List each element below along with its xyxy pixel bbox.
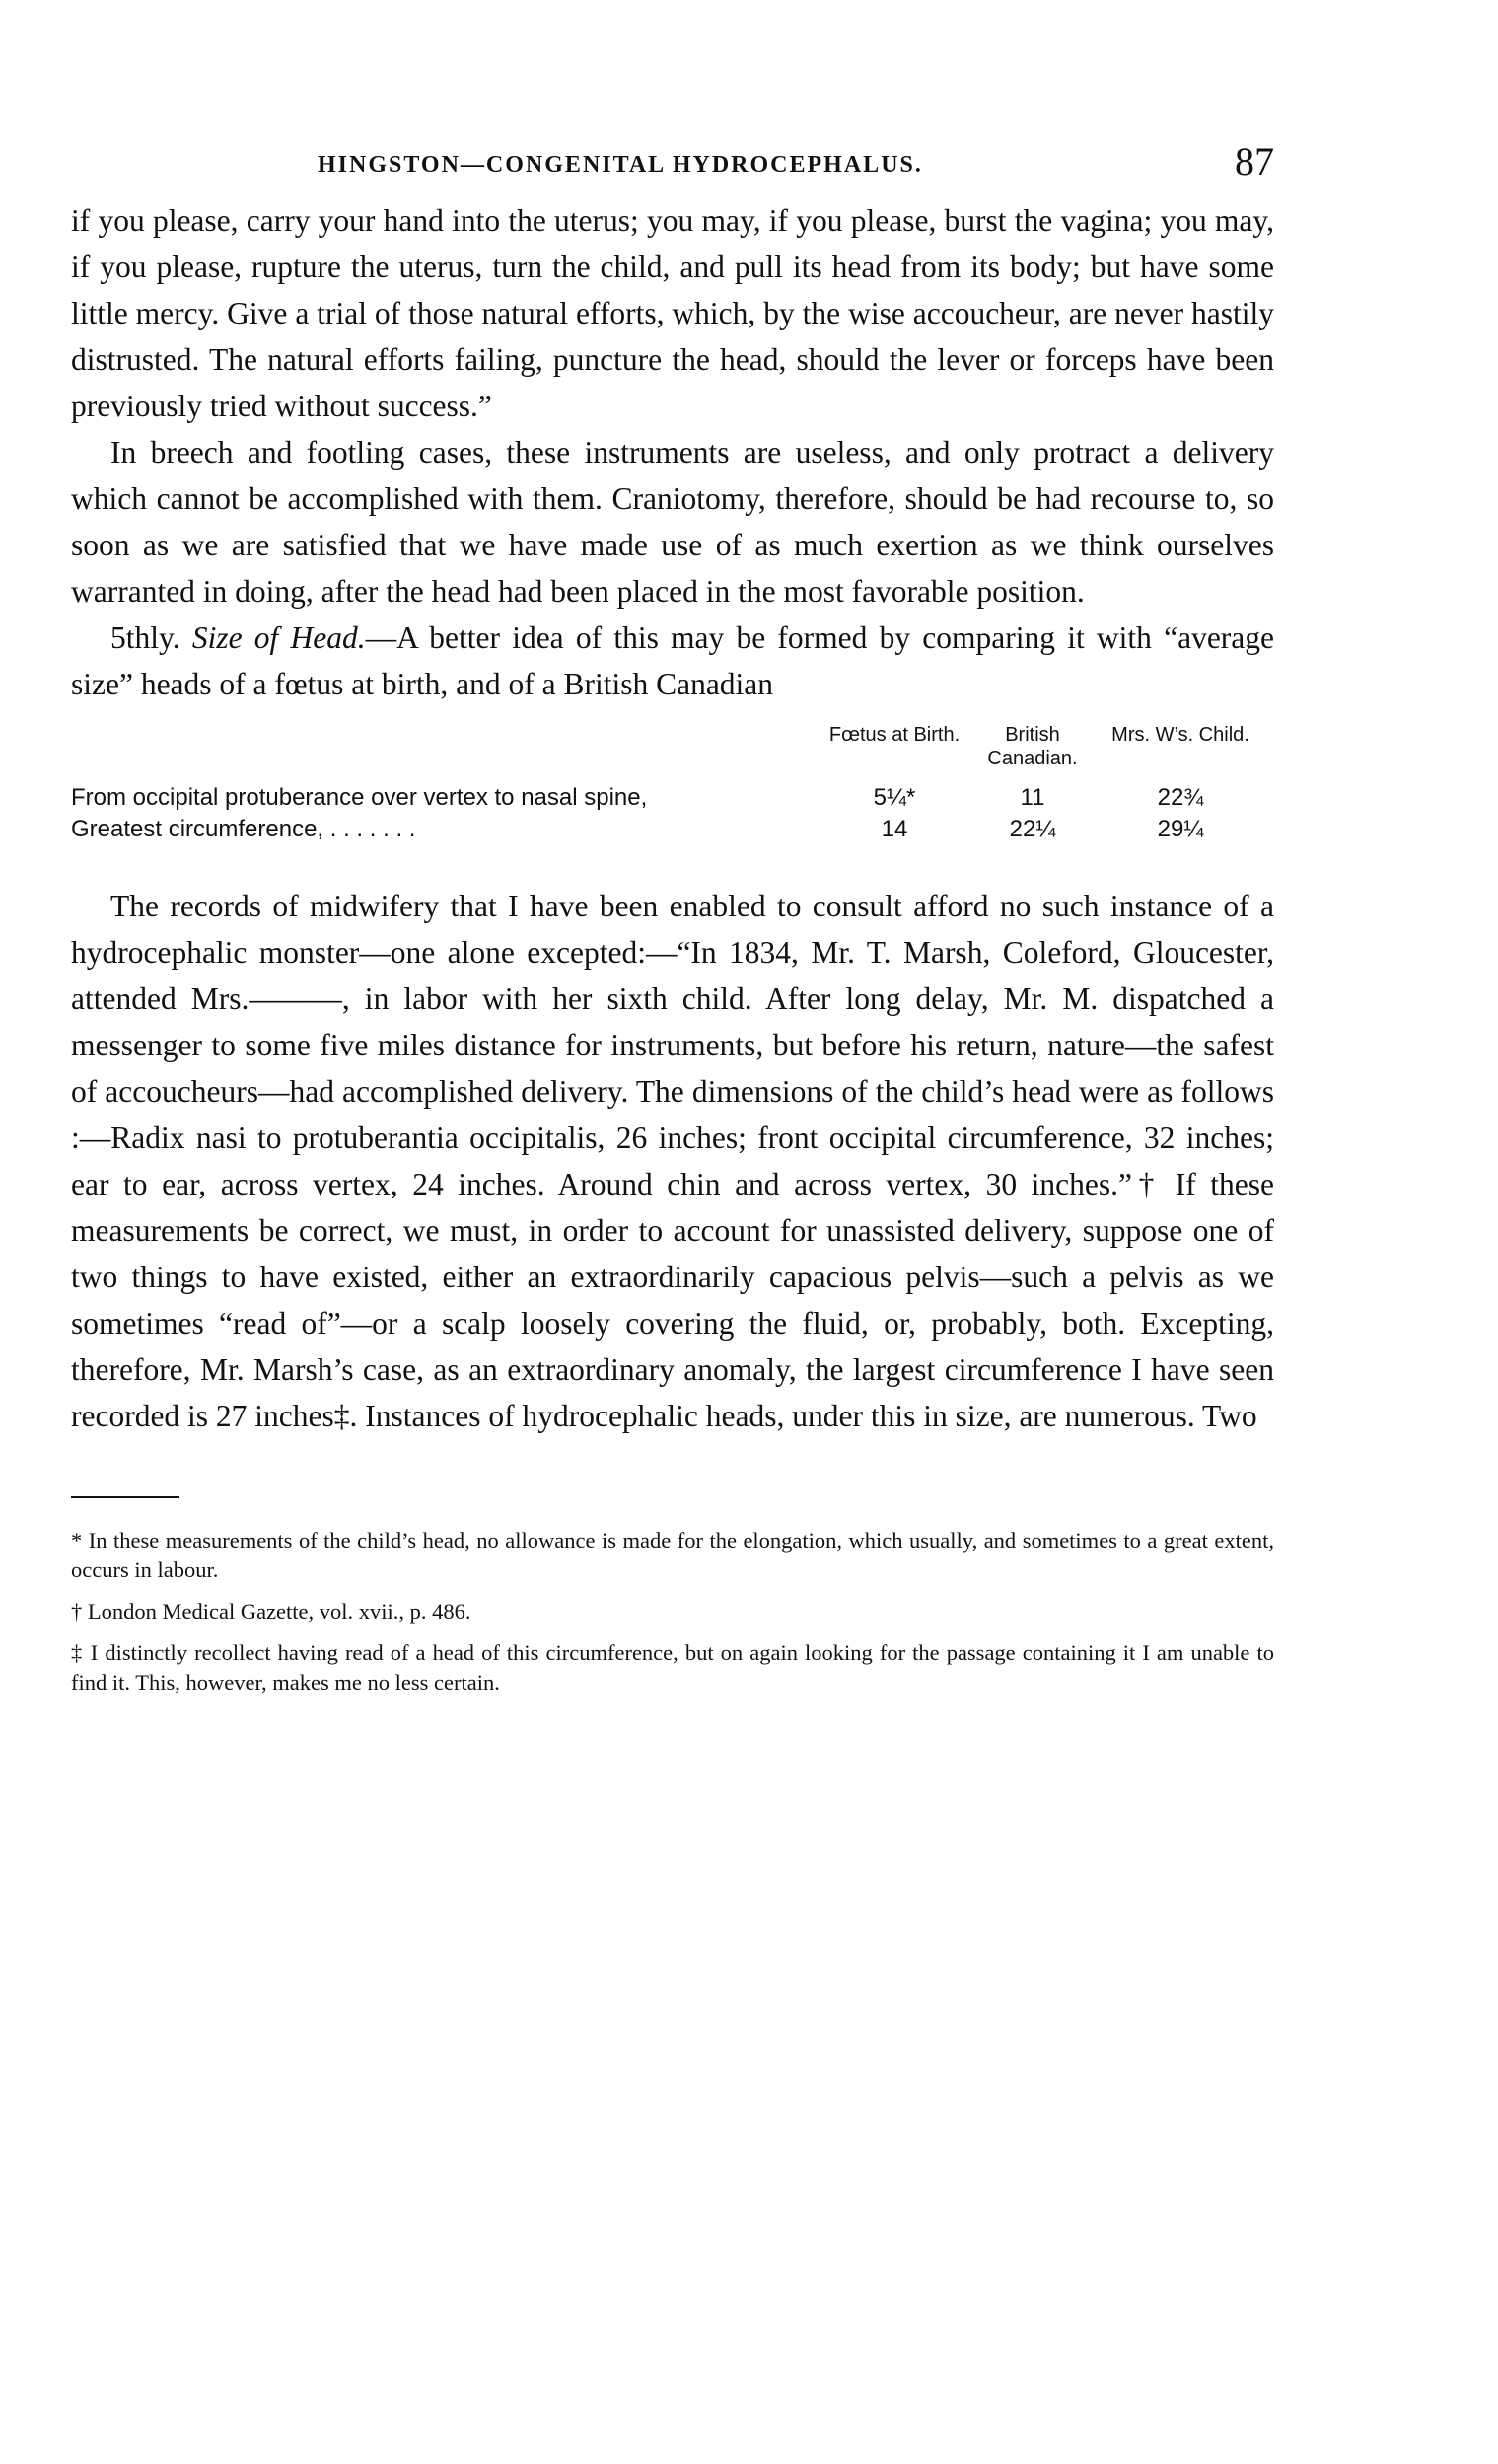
running-head: HINGSTON—CONGENITAL HYDROCEPHALUS. bbox=[318, 152, 923, 178]
footnote-dagger: † London Medical Gazette, vol. xvii., p. 486. bbox=[71, 1599, 471, 1624]
measurement-table bbox=[71, 723, 1274, 861]
row-label: Greatest circumference, . . . . . . . bbox=[71, 816, 416, 842]
section-text: —A better idea of this may be formed by comparing it with “average size” heads of a fœtus at birth, and of a British Canadian bbox=[71, 620, 1275, 701]
column-header-mrs-w-child: Mrs. W’s. Child. bbox=[1111, 724, 1249, 746]
footnote-double-dagger: ‡ I distinctly recollect having read of a head of this circumference, but on again looking for the passage containing it I am unable to find it. This, however, makes me no less certain. bbox=[71, 1640, 1274, 1695]
section-number: 5thly. bbox=[110, 620, 180, 655]
footnote-asterisk: * In these measurements of the child’s head, no allowance is made for the elongation, which usually, and sometimes to a great extent, occurs in labour. bbox=[71, 1528, 1274, 1582]
table-cell: 11 bbox=[1020, 784, 1045, 811]
page bbox=[71, 138, 1274, 1709]
page-number: 87 bbox=[1235, 139, 1274, 183]
section-heading: Size of Head. bbox=[191, 620, 366, 655]
column-header-foetus: Fœtus at Birth. bbox=[828, 724, 961, 746]
paragraph-breech-footling: In breech and footling cases, these instruments are useless, and only protract a delivery which cannot be accomplished with them. Craniotomy, therefore, should be had recourse to, so soon as we are satisfied that we have made use of as much exertion as we think ourselves warranted in doing, after the head had been placed in the most favorable position. bbox=[71, 435, 1274, 609]
table-cell: 22¾ bbox=[1157, 784, 1204, 811]
table-cell: 29¼ bbox=[1157, 816, 1204, 842]
paragraph-continued-quote: if you please, carry your hand into the uterus; you may, if you please, burst the vagina; you may, if you please, rupture the uterus, turn the child, and pull its head from its body; but have some little mercy. Give a trial of those natural efforts, which, by the wise accoucheur, are never hastily distrusted. The natural efforts failing, puncture the head, should the lever or forceps have been previously tried without success.” bbox=[71, 203, 1274, 423]
footnote-divider bbox=[71, 1496, 179, 1498]
column-header-british-canadian: British Canadian. bbox=[987, 724, 1078, 769]
table-cell: 5¼* bbox=[873, 784, 916, 811]
table-cell: 22¼ bbox=[1009, 816, 1056, 842]
paragraph-size-of-head bbox=[71, 615, 1274, 707]
table-cell: 14 bbox=[881, 816, 908, 842]
row-label: From occipital protuberance over vertex to nasal spine, bbox=[71, 784, 648, 811]
page-header bbox=[71, 138, 1274, 197]
paragraph-records-of-midwifery: The records of midwifery that I have been enabled to consult afford no such instance of a hydrocephalic monster—one alone excepted:—“In 1834, Mr. T. Marsh, Coleford, Gloucester, attended Mrs.———, in labor with her sixth child. After long delay, Mr. M. dispatched a messenger to some five miles distance for instruments, but before his return, nature—the safest of accoucheurs—had accomplished delivery. The dimensions of the child’s head were as follows :—Radix nasi to protuberantia occipitalis, 26 inches; front occipital circumference, 32 inches; ear to ear, across vertex, 24 inches. Around chin and across vertex, 30 inches.”† If these measurements be correct, we must, in order to account for unassisted delivery, suppose one of two things to have existed, either an extraordinarily capacious pelvis—such a pelvis as we sometimes “read of”—or a scalp loosely covering the fluid, or, probably, both. Excepting, therefore, Mr. Marsh’s case, as an extraordinary anomaly, the largest circumference I have seen recorded is 27 inches‡. Instances of hydrocephalic heads, under this in size, are numerous. Two bbox=[71, 889, 1274, 1433]
